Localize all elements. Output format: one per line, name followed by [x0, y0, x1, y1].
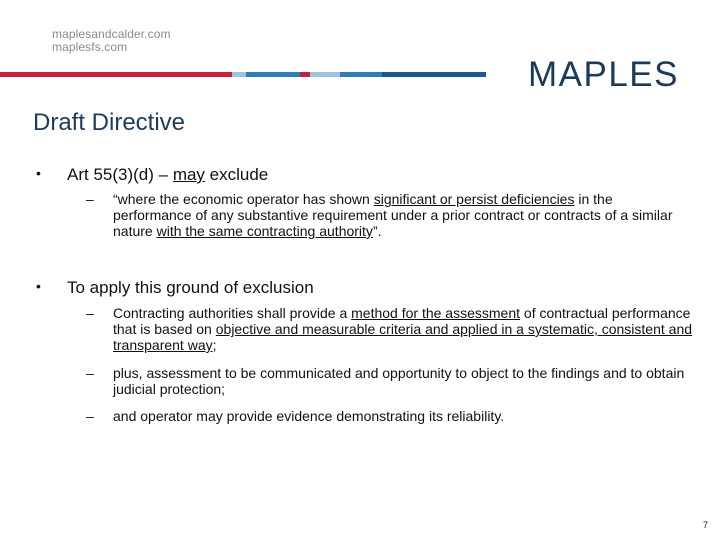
stripe-segment [246, 72, 300, 77]
bullet-glyph: • [36, 278, 41, 294]
stripe-segment [232, 72, 246, 77]
stripe-segment [300, 72, 310, 77]
page-number: 7 [702, 520, 708, 530]
maples-logo: MAPLES [528, 55, 679, 94]
stripe-segment [0, 72, 232, 77]
url-maplesandcalder: maplesandcalder.com [52, 27, 171, 41]
sub-bullet-text [113, 191, 695, 239]
underlined-text: with the same contracting authority [156, 223, 373, 239]
dash-glyph: – [86, 191, 94, 207]
bullet-text [67, 165, 268, 185]
text-part: Contracting authorities shall provide a [113, 305, 352, 321]
sub-bullet-text: and operator may provide evidence demonstrating its reliability. [113, 408, 505, 424]
stripe-segment [382, 72, 486, 77]
bullet-text-part: Art 55(3)(d) – [67, 165, 173, 184]
bullet-text: To apply this ground of exclusion [67, 278, 314, 297]
underlined-text: method for the assessment [351, 305, 521, 321]
text-part: in the performance of any substantive requirement under a prior contract or contracts of a similar nature [113, 191, 673, 239]
stripe-segment [340, 72, 382, 77]
sub-bullet-text: plus, assessment to be communicated and opportunity to object to the findings and to obtain judicial protection; [113, 365, 685, 397]
slide-title: Draft Directive [33, 109, 186, 136]
url-maplesfs: maplesfs.com [52, 40, 128, 54]
dash-glyph: – [86, 305, 94, 321]
bullet-glyph: • [36, 165, 41, 181]
stripe-segment [310, 72, 340, 77]
sub-bullet-text [113, 305, 695, 353]
bullet-text-part: exclude [204, 165, 269, 184]
text-part: “where the economic operator has shown [113, 191, 374, 207]
header-urls [52, 28, 171, 54]
text-part: ”. [372, 223, 382, 239]
text-part: ; [212, 337, 217, 353]
text-part: of contractual performance that is based on [113, 305, 691, 337]
underlined-text: significant or persist deficiencies [373, 191, 575, 207]
dash-glyph: – [86, 408, 94, 424]
underlined-text: objective and measurable criteria and applied in a systematic, consistent and transparent way [113, 321, 693, 353]
dash-glyph: – [86, 365, 94, 381]
underlined-may: may [172, 165, 205, 184]
header-color-stripe [0, 72, 486, 77]
